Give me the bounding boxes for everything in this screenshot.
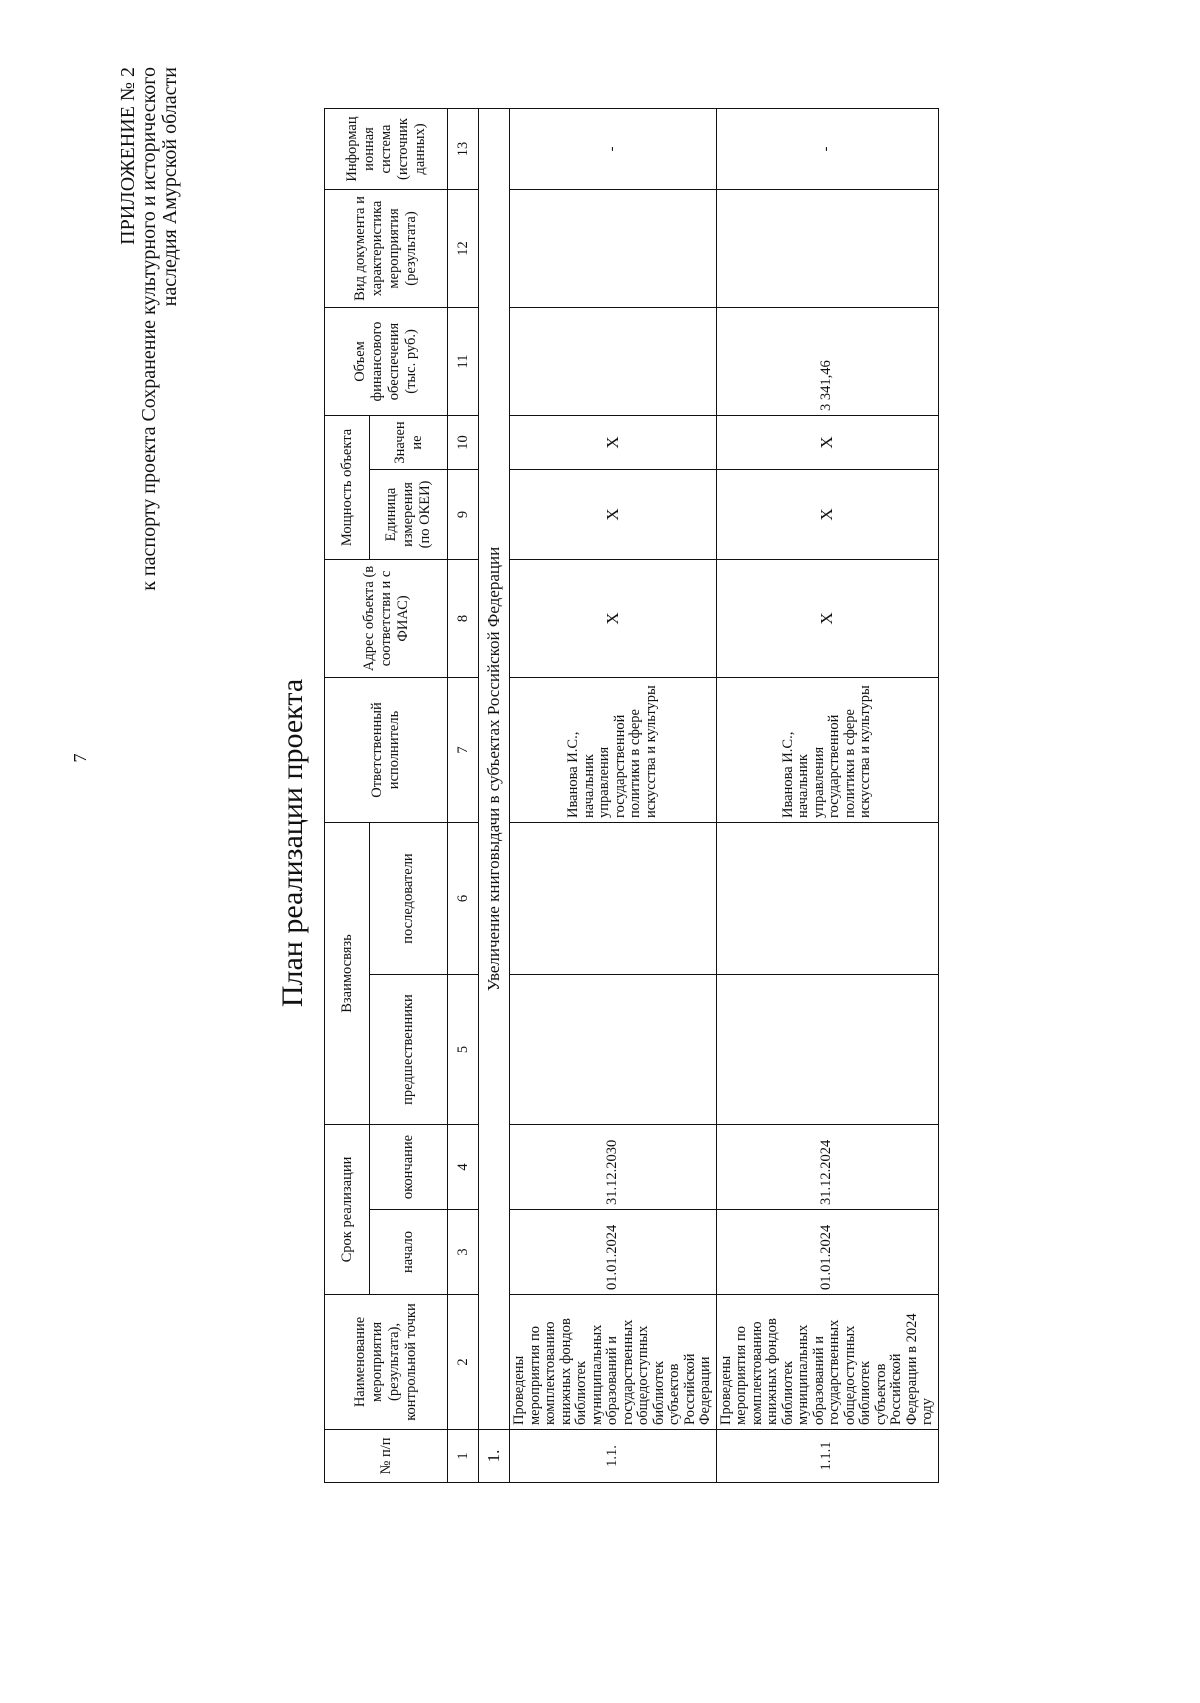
column-number: 5 (448, 975, 479, 1125)
column-number: 12 (448, 189, 479, 307)
row-infosys: - (510, 108, 717, 189)
column-number: 11 (448, 307, 479, 415)
row-doc (510, 189, 717, 307)
page-number: 7 (70, 753, 90, 763)
header-start: начало (370, 1210, 448, 1295)
row-start-date: 01.01.2024 (510, 1210, 717, 1295)
header-infosys: Информационная система (источник данных) (325, 108, 448, 189)
column-number: 1 (448, 1430, 479, 1483)
column-number: 13 (448, 108, 479, 189)
header-address: Адрес объекта (в соответстви и с ФИАС) (325, 559, 448, 677)
table-row (510, 108, 717, 1482)
column-number: 7 (448, 677, 479, 822)
rotated-landscape-page (70, 53, 1130, 1633)
column-number: 8 (448, 559, 479, 677)
row-finance (510, 307, 717, 415)
table-row (716, 108, 938, 1482)
implementation-plan-table (324, 108, 939, 1483)
row-successors (510, 822, 717, 974)
row-unit: X (510, 469, 717, 559)
section-title: Увеличение книговыдачи в субъектах Российской Федерации (479, 108, 510, 1429)
appendix-header (118, 67, 181, 591)
header-predecessors: предшественники (370, 975, 448, 1125)
column-number: 6 (448, 822, 479, 974)
header-value: Значение (370, 415, 448, 469)
row-end-date: 31.12.2024 (716, 1125, 938, 1210)
column-number: 3 (448, 1210, 479, 1295)
column-number: 9 (448, 469, 479, 559)
row-doc (716, 189, 938, 307)
row-predecessors (716, 975, 938, 1125)
row-responsible: Иванова И.С., начальник управления государственной политики в сфере искусства и культуры (510, 677, 717, 822)
row-unit: X (716, 469, 938, 559)
header-unit: Единица измерения (по ОКЕИ) (370, 469, 448, 559)
row-address: X (716, 559, 938, 677)
appendix-line-3: наследия Амурской области (159, 67, 181, 307)
appendix-line-2: к паспорту проекта Сохранение культурного и исторического (138, 67, 160, 591)
column-number: 4 (448, 1125, 479, 1210)
row-start-date: 01.01.2024 (716, 1210, 938, 1295)
header-term: Срок реализации (325, 1125, 370, 1295)
row-address: X (510, 559, 717, 677)
appendix-line-1: ПРИЛОЖЕНИЕ № 2 (117, 67, 139, 245)
header-doc: Вид документа и характеристика мероприятия (результата) (325, 189, 448, 307)
document-title: План реализации проекта (276, 678, 309, 1008)
row-number: 1.1.1 (716, 1430, 938, 1483)
header-end: окончание (370, 1125, 448, 1210)
row-finance: 3 341,46 (716, 307, 938, 415)
row-value: X (510, 415, 717, 469)
row-name: Проведены мероприятия по комплектованию книжных фондов библиотек муниципальных образований и государственных общедоступных библиотек субъектов Российской Федерации (510, 1295, 717, 1430)
row-number: 1.1. (510, 1430, 717, 1483)
header-capacity: Мощность объекта (325, 415, 370, 559)
section-number: 1. (479, 1430, 510, 1483)
row-infosys: - (716, 108, 938, 189)
header-name: Наименование мероприятия (результата), контрольной точки (325, 1295, 448, 1430)
column-number-row (448, 108, 479, 1482)
row-end-date: 31.12.2030 (510, 1125, 717, 1210)
header-relation: Взаимосвязь (325, 822, 370, 1124)
header-successors: последователи (370, 822, 448, 974)
header-num: № п/п (325, 1430, 448, 1483)
column-number: 2 (448, 1295, 479, 1430)
row-responsible: Иванова И.С., начальник управления государственной политики в сфере искусства и культуры (716, 677, 938, 822)
section-row (479, 108, 510, 1482)
header-finance: Объем финансового обеспечения (тыс. руб.) (325, 307, 448, 415)
column-number: 10 (448, 415, 479, 469)
row-name: Проведены мероприятия по комплектованию книжных фондов библиотек муниципальных образований и государственных общедоступных библиотек субъектов Российской Федерации в 2024 году (716, 1295, 938, 1430)
row-successors (716, 822, 938, 974)
header-responsible: Ответственный исполнитель (325, 677, 448, 822)
row-predecessors (510, 975, 717, 1125)
row-value: X (716, 415, 938, 469)
